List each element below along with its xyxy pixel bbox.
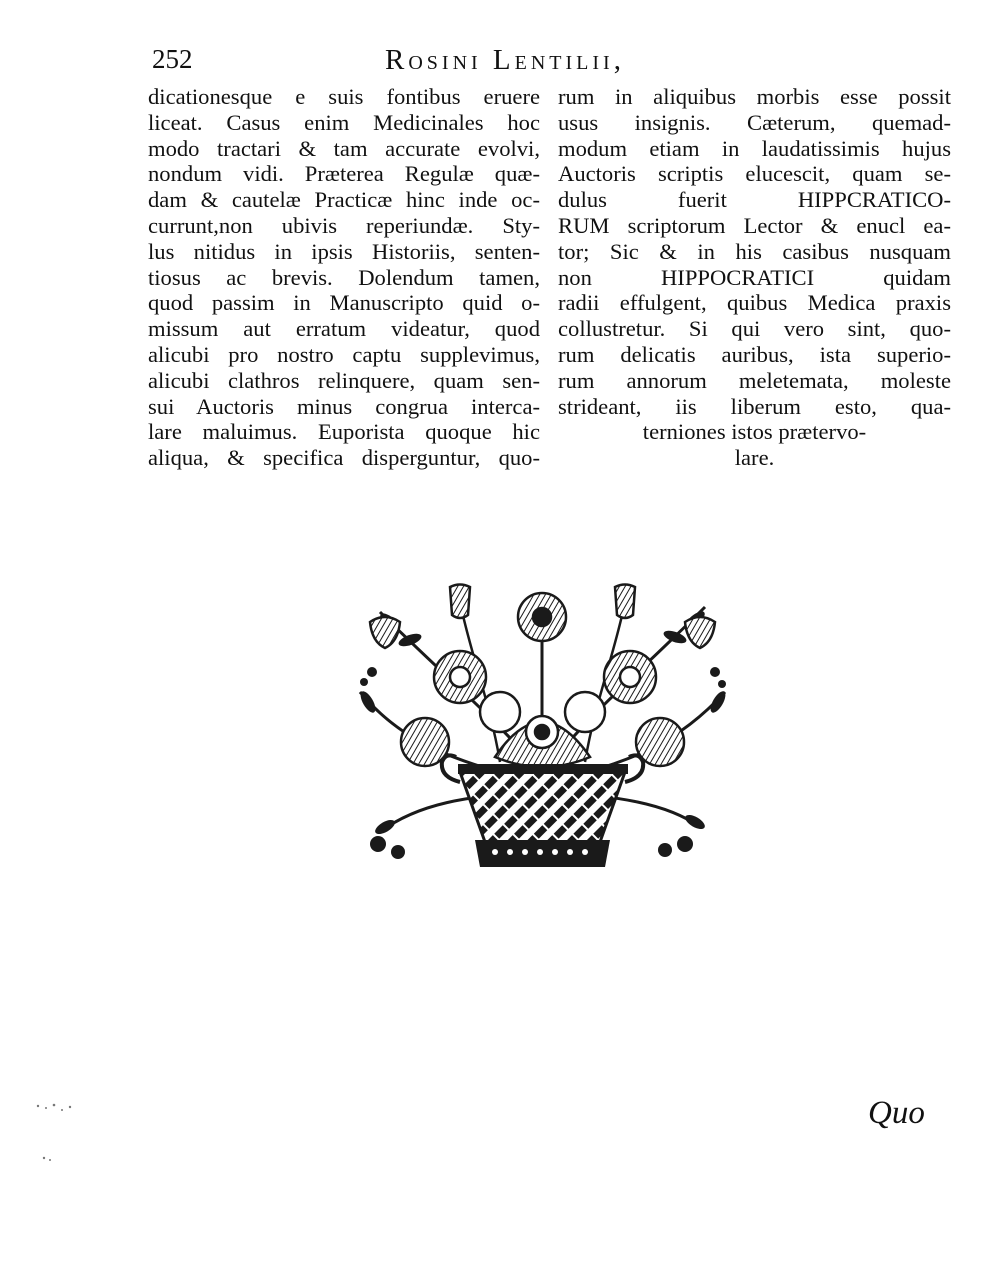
text-line: nondum vidi. Præterea Regulæ quæ-: [148, 161, 540, 187]
text-line: sui Auctoris minus congrua interca-: [148, 393, 540, 419]
text-line: missum aut erratum videatur, quod: [148, 316, 540, 342]
left-column: [148, 84, 540, 471]
text-line: dam & cautelæ Practicæ hinc inde oc-: [148, 187, 540, 213]
text-line: currunt,non ubivis reperiundæ. Sty-: [148, 212, 540, 238]
page-number: 252: [152, 44, 193, 74]
text-line: RUM scriptorum Lector & enucl ea-: [558, 212, 951, 238]
text-line: liceat. Casus enim Medicinales hoc: [148, 109, 540, 135]
text-line: aliqua, & specifica disperguntur, quo-: [148, 445, 540, 471]
text-line: tor; Sic & in his casibus nusquam: [558, 238, 951, 264]
right-column: [558, 84, 951, 471]
text-line: non HIPPOCRATICI quidam: [558, 264, 951, 290]
text-line: Auctoris scriptis elucescit, quam se-: [558, 161, 951, 187]
text-line: modum etiam in laudatissimis hujus: [558, 135, 951, 161]
text-line: dulus fuerit HIPPCRATICO-: [558, 187, 951, 213]
text-line: usus insignis. Cæterum, quemad-: [558, 109, 951, 135]
text-line: dicationesque e suis fontibus eruere: [148, 84, 540, 109]
text-line: terniones istos prætervo-: [642, 419, 867, 445]
text-line: alicubi pro nostro captu supplevimus,: [148, 341, 540, 367]
flower-basket-ornament: [350, 582, 735, 872]
running-head: Rosini Lentilii,: [385, 44, 625, 76]
text-line: lare.: [734, 445, 775, 471]
catchword: Quo: [868, 1095, 925, 1131]
text-line: lus nitidus in ipsis Historiis, senten-: [148, 238, 540, 264]
text-line: modo tractari & tam accurate evolvi,: [148, 135, 540, 161]
text-line: rum delicatis auribus, ista superio-: [558, 341, 951, 367]
text-line: quod passim in Manuscripto quid o-: [148, 290, 540, 316]
text-line: strideant, iis liberum esto, qua-: [558, 393, 951, 419]
text-line: collustretur. Si qui vero sint, quo-: [558, 316, 951, 342]
text-line: rum annorum meletemata, moleste: [558, 367, 951, 393]
text-line: alicubi clathros relinquere, quam sen-: [148, 367, 540, 393]
paper-specks: [28, 1096, 88, 1166]
text-line: tiosus ac brevis. Dolendum tamen,: [148, 264, 540, 290]
text-line: radii effulgent, quibus Medica praxis: [558, 290, 951, 316]
text-line: lare maluimus. Euporista quoque hic: [148, 419, 540, 445]
text-line: rum in aliquibus morbis esse possit: [558, 84, 951, 109]
